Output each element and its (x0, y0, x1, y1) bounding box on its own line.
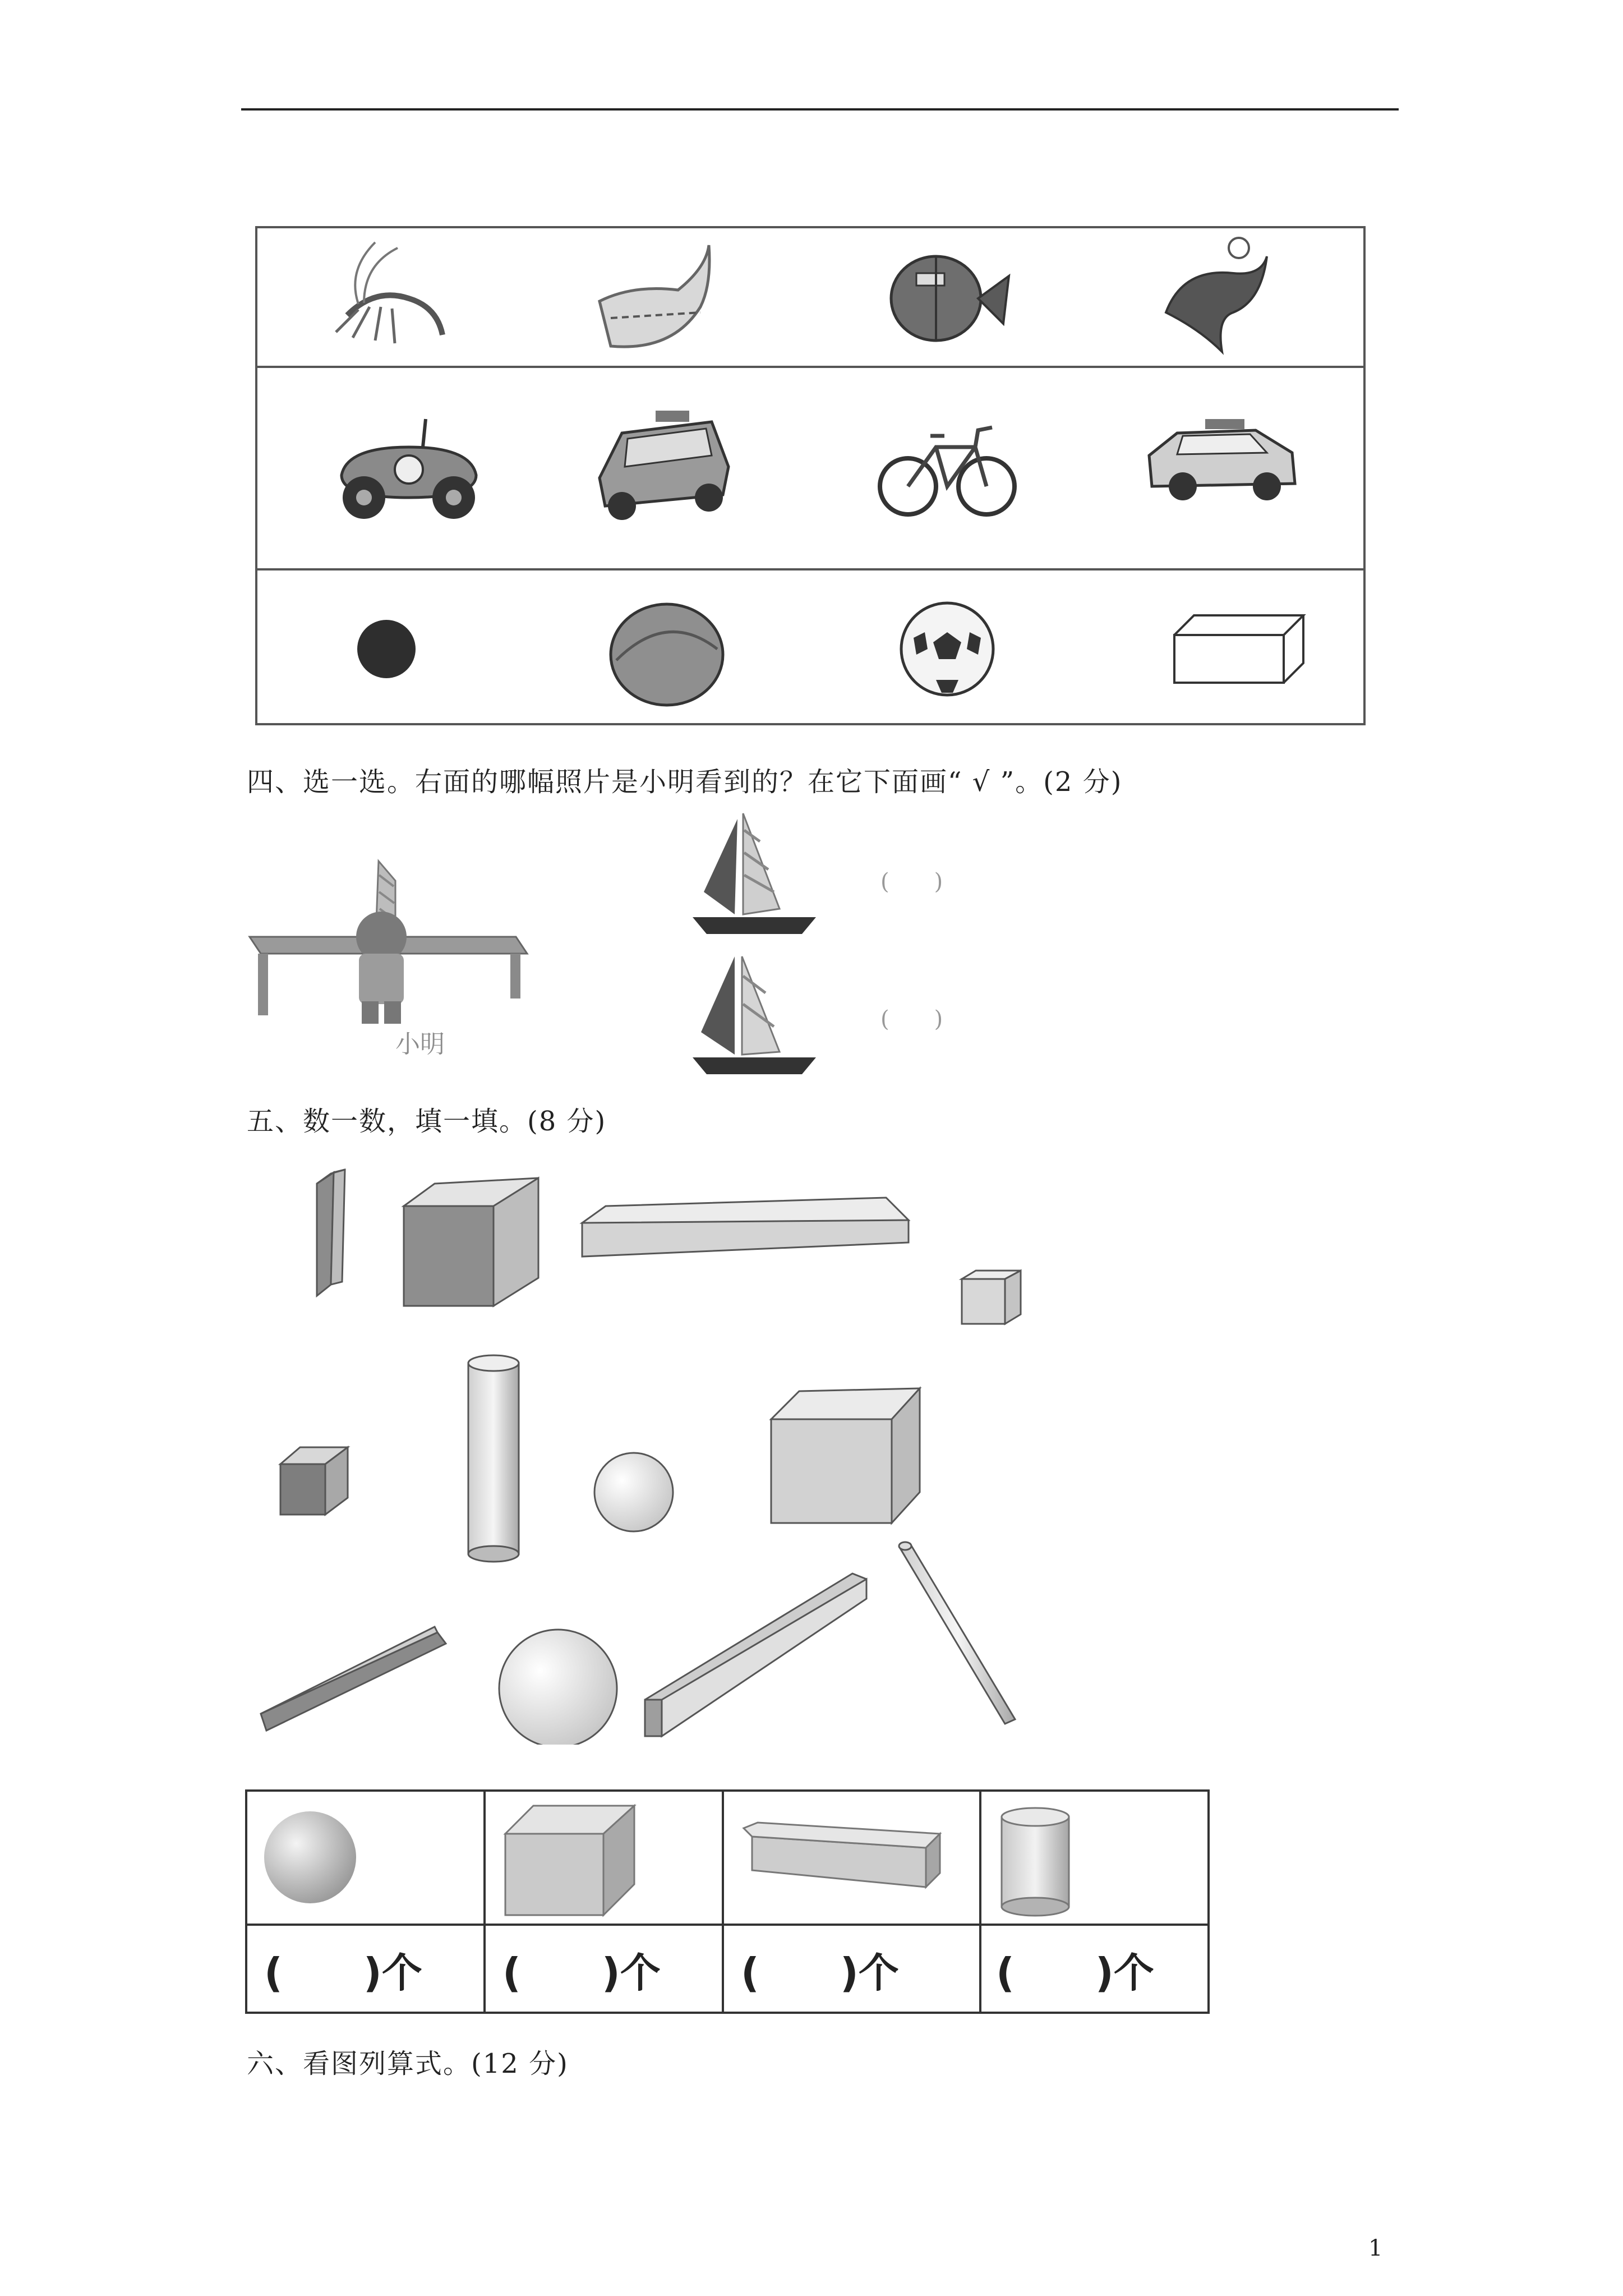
solids-collection-illustration (247, 1156, 1088, 1745)
sphere-icon (261, 1809, 359, 1907)
cuboid-icon (741, 1820, 948, 1898)
count-table (245, 1789, 1210, 2014)
box-icon (1172, 610, 1306, 688)
cube-count[interactable]: ( )个 (502, 1949, 661, 1996)
section-4-title: 四、选一选。右面的哪幅照片是小明看到的？在它下面画“ √ ”。(2 分) (247, 766, 1123, 798)
police-car-icon (1144, 394, 1301, 512)
header-rule (241, 108, 1399, 111)
cuboid-count[interactable]: ( )个 (741, 1949, 899, 1996)
xiaoming-label: 小明 (395, 1030, 445, 1059)
cube-icon (502, 1800, 637, 1918)
sailboat-option-2-icon (681, 948, 822, 1083)
small-ball-icon (353, 615, 420, 683)
classification-table (255, 226, 1366, 725)
sphere-count[interactable]: ( )个 (264, 1949, 422, 1996)
xiaoming-at-table-illustration (247, 858, 533, 1038)
cylinder-icon (996, 1806, 1075, 1918)
cylinder-count[interactable]: ( )个 (996, 1949, 1154, 1996)
section-5-title: 五、数一数，填一填。(8 分) (247, 1106, 607, 1137)
race-car-icon (330, 413, 487, 531)
row-divider (257, 366, 1363, 368)
dolphin-icon (1149, 234, 1278, 363)
page-number: 1 (1368, 2235, 1383, 2261)
choice-2-paren[interactable]: ( ) (880, 1006, 943, 1032)
police-suv-icon (594, 399, 734, 528)
shrimp-icon (325, 237, 459, 360)
soccer-ball-icon (897, 599, 998, 700)
fish-icon (883, 234, 1012, 363)
sailboat-option-1-icon (681, 808, 822, 942)
bicycle-icon (874, 402, 1020, 526)
shark-icon (588, 234, 723, 363)
row-divider (257, 568, 1363, 570)
leather-ball-icon (605, 599, 728, 711)
choice-1-paren[interactable]: ( ) (880, 869, 943, 895)
section-6-title: 六、看图列算式。(12 分) (247, 2048, 569, 2079)
